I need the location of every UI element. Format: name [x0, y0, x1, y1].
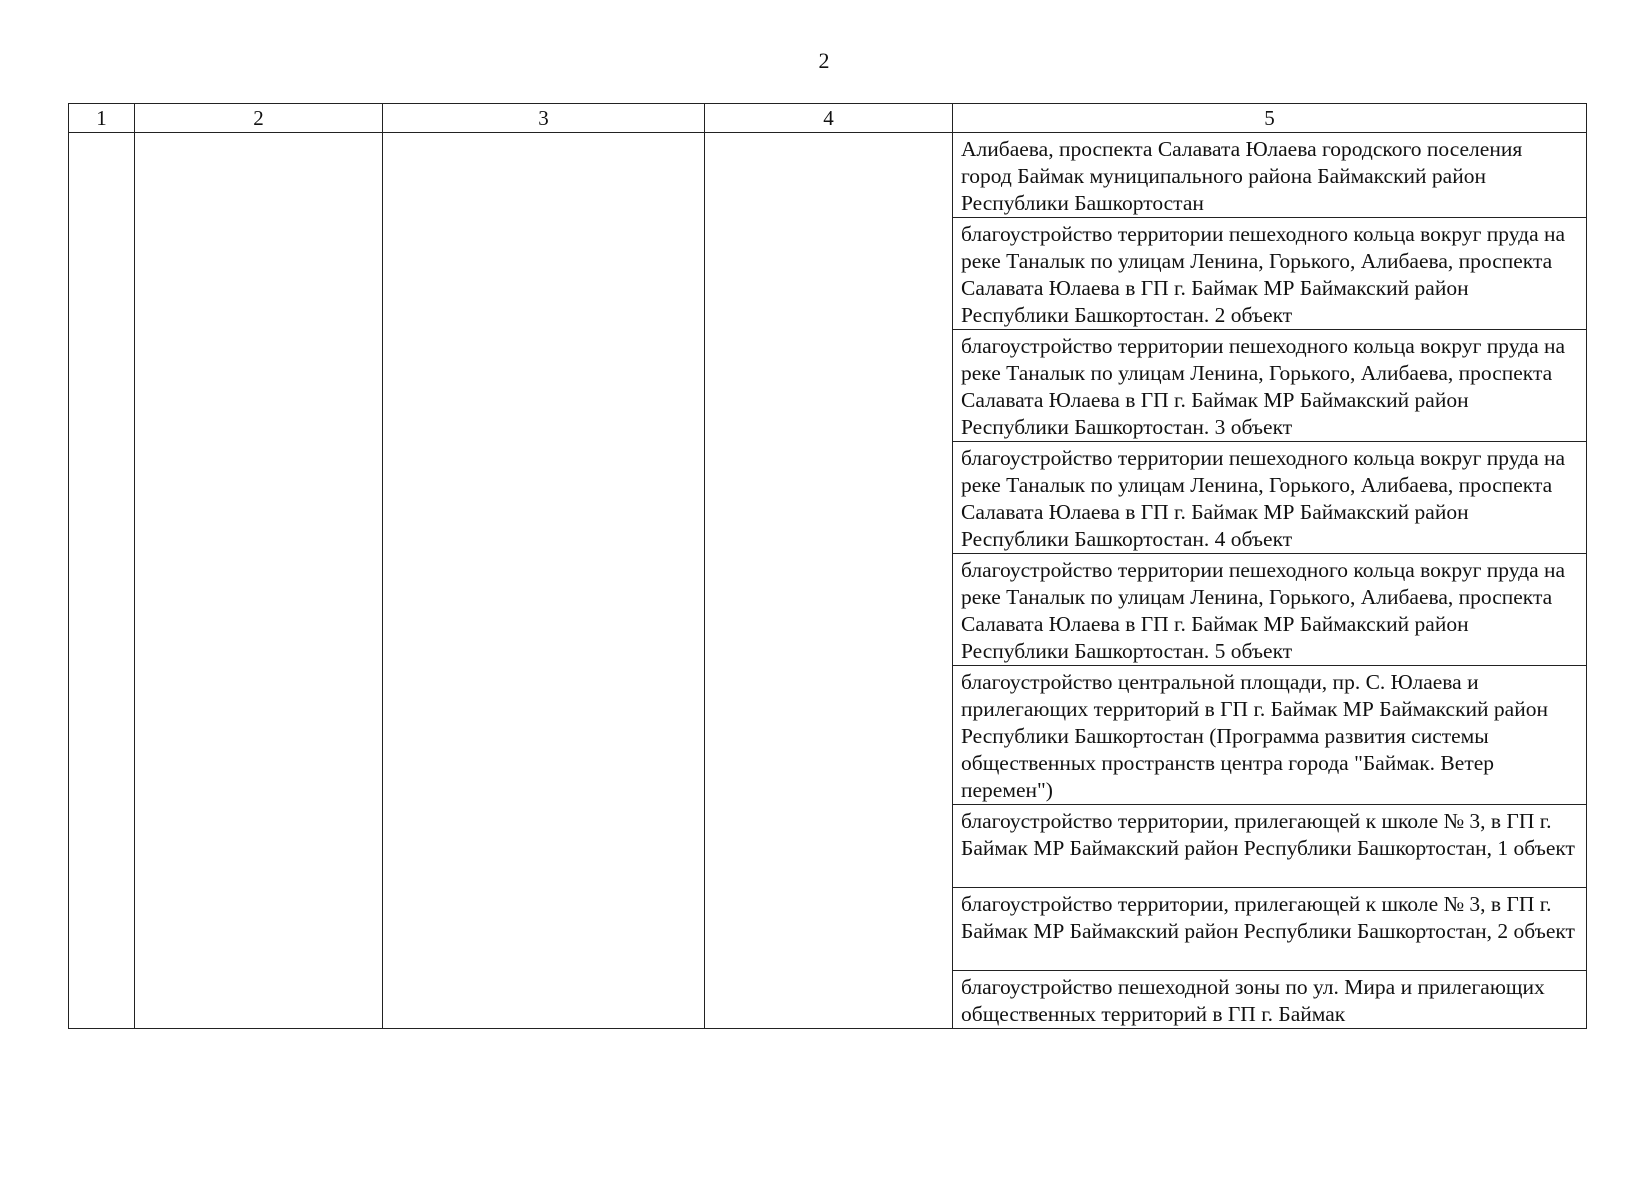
description-cell: благоустройство пешеходной зоны по ул. Мира и прилегающих общественных территорий в ГП г. Баймак [953, 971, 1587, 1029]
description-cell: благоустройство территории, прилегающей к школе № 3, в ГП г. Баймак МР Баймакский район Республики Башкортостан, 2 объект [953, 888, 1587, 971]
description-cell: Алибаева, проспекта Салавата Юлаева городского поселения город Баймак муниципального района Баймакский район Республики Башкортостан [953, 133, 1587, 218]
description-cell: благоустройство территории пешеходного кольца вокруг пруда на реке Таналык по улицам Ленина, Горького, Алибаева, проспекта Салавата Юлаева в ГП г. Баймак МР Баймакский район Республики Башкортостан. 4 объект [953, 442, 1587, 554]
table-row [69, 133, 1587, 218]
description-cell: благоустройство территории пешеходного кольца вокруг пруда на реке Таналык по улицам Ленина, Горького, Алибаева, проспекта Салавата Юлаева в ГП г. Баймак МР Баймакский район Республики Башкортостан. 5 объект [953, 554, 1587, 666]
column-header-2: 2 [135, 104, 383, 133]
column-header-1: 1 [69, 104, 135, 133]
cell-col1-empty [69, 133, 135, 1029]
column-header-3: 3 [383, 104, 705, 133]
description-cell: благоустройство территории пешеходного кольца вокруг пруда на реке Таналык по улицам Ленина, Горького, Алибаева, проспекта Салавата Юлаева в ГП г. Баймак МР Баймакский район Республики Башкортостан. 2 объект [953, 218, 1587, 330]
cell-col3-empty [383, 133, 705, 1029]
page-number: 2 [818, 48, 830, 73]
description-cell: благоустройство центральной площади, пр. С. Юлаева и прилегающих территорий в ГП г. Баймак МР Баймакский район Республики Башкортостан (Программа развития системы общественных пространств центра города "Баймак. Ветер перемен") [953, 666, 1587, 805]
document-table [68, 103, 1587, 1029]
table-header-row [69, 104, 1587, 133]
description-cell: благоустройство территории, прилегающей к школе № 3, в ГП г. Баймак МР Баймакский район Республики Башкортостан, 1 объект [953, 805, 1587, 888]
column-header-5: 5 [953, 104, 1587, 133]
cell-col2-empty [135, 133, 383, 1029]
cell-col4-empty [705, 133, 953, 1029]
column-header-4: 4 [705, 104, 953, 133]
description-cell: благоустройство территории пешеходного кольца вокруг пруда на реке Таналык по улицам Ленина, Горького, Алибаева, проспекта Салавата Юлаева в ГП г. Баймак МР Баймакский район Республики Башкортостан. 3 объект [953, 330, 1587, 442]
